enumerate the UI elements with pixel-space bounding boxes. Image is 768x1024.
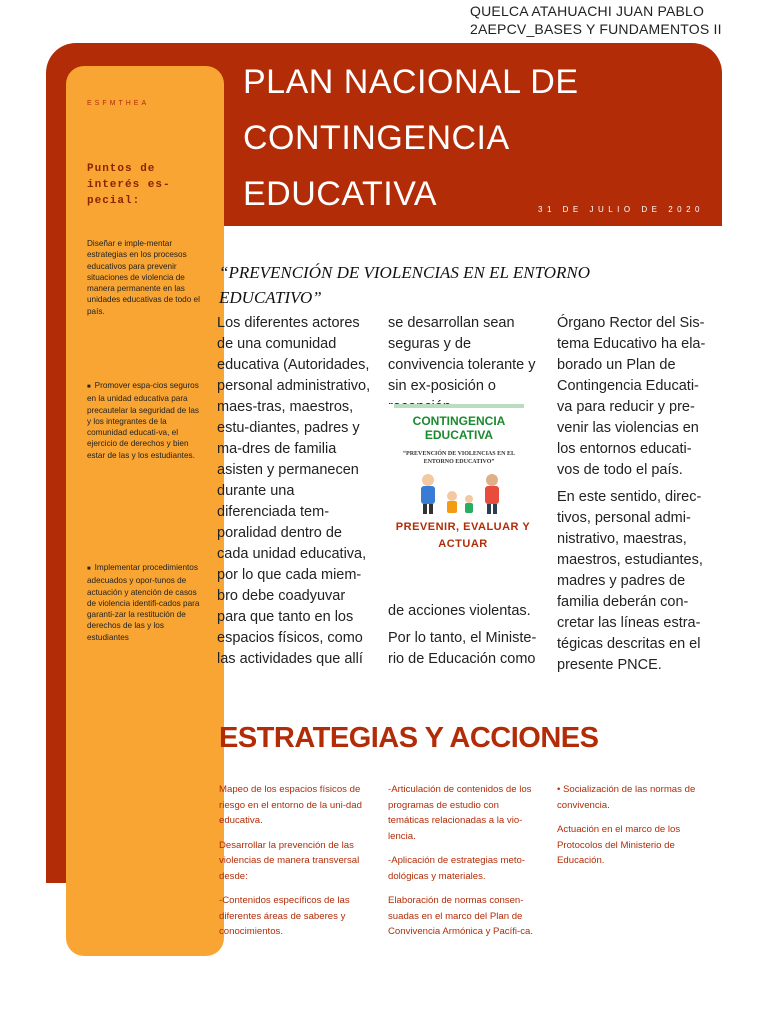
sidebar-item-text: Diseñar e imple-mentar estrategias en los procesos educativos para prevenir situaciones de violencia de manera permanente en las unidades educativas de todo el país. bbox=[87, 239, 200, 316]
strategy-item: Elaboración de normas consen-suadas en el marco del Plan de Convivencia Armónica y Pacífi-ca. bbox=[388, 895, 534, 937]
image-top-edge bbox=[394, 404, 524, 408]
article-paragraph: de acciones violentas. bbox=[388, 603, 531, 619]
article-subtitle: “PREVENCIÓN DE VIOLENCIAS EN EL ENTORNO EDUCATIVO” bbox=[219, 263, 591, 307]
image-title-line: EDUCATIVA bbox=[424, 428, 494, 442]
issue-date: 31 DE JULIO DE 2020 bbox=[538, 205, 704, 214]
child-head-icon bbox=[447, 491, 457, 501]
strategy-item: -Aplicación de estrategias meto-dológicas y materiales. bbox=[388, 855, 526, 882]
person-body-icon bbox=[421, 486, 435, 504]
child-body-icon bbox=[465, 503, 473, 513]
strategies-title: ESTRATEGIAS Y ACCIONES bbox=[219, 722, 599, 754]
bullet-icon: ■ bbox=[87, 566, 91, 572]
strategy-item: -Contenidos específicos de las diferentes áreas de saberes y conocimientos. bbox=[219, 895, 350, 937]
title-line: CONTINGENCIA bbox=[243, 119, 510, 157]
author-block bbox=[470, 2, 722, 38]
strategies-column-1 bbox=[219, 782, 374, 949]
family-illustration bbox=[414, 472, 509, 516]
sidebar-tag: ESFMTHEA bbox=[87, 100, 150, 107]
sidebar-item-text: Promover espa-cios seguros en la unidad educativa para precautelar la seguridad de las y los integrantes de la comunidad educati-va, el ejercicio de derechos y bien estar de las y los estudiantes. bbox=[87, 381, 199, 460]
title-line: PLAN NACIONAL DE bbox=[243, 63, 579, 101]
article-column-1 bbox=[217, 313, 375, 676]
image-title-line: CONTINGENCIA bbox=[412, 414, 506, 428]
sidebar-item-text: Implementar procedimientos adecuados y opor-tunos de actuación y atención de casos de violencia identifi-cados para garanti-zar la restitución de derechos de las y los estudiantes bbox=[87, 563, 200, 642]
strategy-item: • Socialización de las normas de convivencia. bbox=[557, 784, 696, 811]
title-line: EDUCATIVA bbox=[243, 175, 438, 213]
person-body-icon bbox=[485, 486, 499, 504]
article-column-2-bottom bbox=[388, 601, 538, 676]
bullet-icon: ■ bbox=[87, 384, 91, 390]
image-title bbox=[384, 414, 534, 442]
author-course: 2AEPCV_BASES Y FUNDAMENTOS II bbox=[470, 21, 722, 37]
person-head-icon bbox=[486, 474, 498, 486]
article-paragraph: Los diferentes actores de una comunidad educativa (Autoridades, personal administrativo, maes-tras, maestros, estu-diantes, padres y ma-dres de familia asisten y permanecen durante una diferenciada tem-poralidad dentro de cada unidad educativa, por lo que cada miem-bro debe coadyuvar para que tanto en los espacios físicos, como las actividades que allí bbox=[217, 315, 371, 667]
sidebar-item bbox=[87, 380, 205, 461]
article-column-3 bbox=[557, 313, 709, 682]
sidebar-item bbox=[87, 562, 205, 643]
child-head-icon bbox=[465, 495, 473, 503]
strategy-item: -Articulación de contenidos de los programas de estudio con temáticas relacionadas a la vio-lencia. bbox=[388, 784, 532, 842]
sidebar-heading: Puntos de interés es-pecial: bbox=[87, 163, 171, 207]
strategy-item: Desarrollar la prevención de las violencias de manera transversal desde: bbox=[219, 839, 360, 882]
strategies-column-2 bbox=[388, 782, 536, 949]
article-paragraph: Órgano Rector del Sis-tema Educativo ha ela-borado un Plan de Contingencia Educati-va para reducir y pre-venir las violencias en los entornos educati-vos de todo el país. bbox=[557, 315, 706, 478]
author-name: QUELCA ATAHUACHI JUAN PABLO bbox=[470, 3, 705, 19]
strategies-column-3 bbox=[557, 782, 712, 878]
child-body-icon bbox=[447, 501, 457, 513]
strategy-item: Actuación en el marco de los Protocolos del Ministerio de Educación. bbox=[557, 824, 681, 866]
article-paragraph: se desarrollan sean seguras y de convivencia tolerante y sin ex-posición o bbox=[388, 315, 536, 394]
sidebar-item bbox=[87, 238, 205, 317]
article-paragraph: Por lo tanto, el Ministe-rio de Educación como bbox=[388, 630, 537, 667]
page-title bbox=[243, 54, 703, 222]
campaign-image bbox=[384, 404, 534, 516]
article-paragraph: En este sentido, direc-tivos, personal admi-nistrativo, maestras, maestros, estudiantes, madres y padres de familia deberán con-cretar las líneas estra-tégicas descritas en el presente PNCE. bbox=[557, 489, 703, 673]
image-subtitle: “PREVENCIÓN DE VIOLENCIAS EN EL ENTORNO EDUCATIVO” bbox=[403, 451, 515, 465]
image-caption: PREVENIR, EVALUAR Y ACTUAR bbox=[395, 521, 531, 550]
sidebar bbox=[66, 66, 224, 956]
person-head-icon bbox=[422, 474, 434, 486]
strategy-item: Mapeo de los espacios físicos de riesgo en el entorno de la uni-dad educativa. bbox=[219, 784, 362, 826]
